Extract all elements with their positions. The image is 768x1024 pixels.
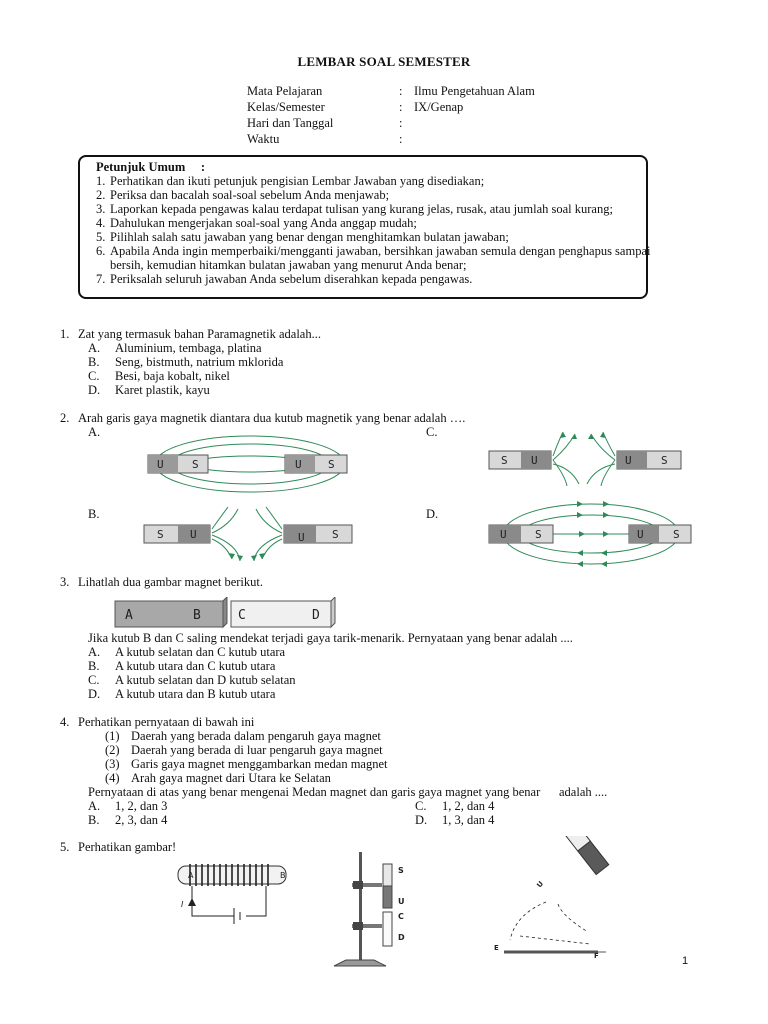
item-text: Periksalah seluruh jawaban Anda sebelum diserahkan kepada pengawas. [110, 272, 473, 286]
meta-label: Mata Pelajaran [247, 84, 323, 98]
pole-label: U [500, 528, 507, 541]
question-2 [60, 411, 465, 425]
instruction-item [96, 202, 676, 216]
statement-text: Daerah yang berada di luar pengaruh gaya magnet [131, 743, 383, 757]
statements [105, 729, 388, 785]
magnet-letter: D [312, 608, 320, 623]
option-text: Seng, bistmuth, natrium mklorida [115, 355, 284, 369]
statement [105, 771, 388, 785]
meta-value: IX/Genap [414, 100, 464, 114]
option-letter: D. [88, 383, 101, 397]
question-text: Arah garis gaya magnetik diantara dua kutub magnetik yang benar adalah …. [78, 411, 466, 425]
item-number: 1. [96, 174, 106, 188]
statement-number: (2) [105, 743, 120, 757]
option-letter: D. [415, 813, 428, 827]
pole-label: S [673, 528, 680, 541]
option[interactable] [88, 355, 321, 369]
option-letter: A. [88, 645, 101, 659]
option[interactable] [415, 813, 494, 827]
statement-number: (1) [105, 729, 120, 743]
option-text: Besi, baja kobalt, nikel [115, 369, 230, 383]
option-letter: D. [88, 687, 101, 701]
item-number: 4. [96, 216, 106, 230]
option-text: 1, 2, dan 4 [442, 799, 495, 813]
question-number: 5. [60, 840, 70, 854]
option[interactable] [88, 645, 573, 659]
figure-d [487, 500, 695, 568]
option-label-d[interactable]: D. [426, 507, 439, 521]
meta-sep: : [399, 132, 403, 146]
statement-text: Garis gaya magnet menggambarkan medan magnet [131, 757, 388, 771]
pole-label: S [192, 458, 199, 471]
meta-sep: : [399, 84, 403, 98]
meta-sep: : [399, 100, 403, 114]
option-text: 2, 3, dan 4 [115, 813, 168, 827]
figure-b [142, 505, 362, 561]
option-letter: C. [415, 799, 427, 813]
item-text: Pilihlah salah satu jawaban yang benar dengan menghitamkan bulatan jawaban; [110, 230, 509, 244]
question-5 [60, 840, 176, 854]
meta-label: Hari dan Tanggal [247, 116, 334, 130]
question-text: Lihatlah dua gambar magnet berikut. [78, 575, 264, 589]
document-title: LEMBAR SOAL SEMESTER [297, 54, 471, 69]
option[interactable] [88, 799, 167, 813]
meta-sep: : [399, 116, 403, 130]
magnet-letter: B [193, 608, 201, 623]
meta-value: Ilmu Pengetahuan Alam [414, 84, 535, 98]
figure-c [487, 430, 687, 486]
option[interactable] [88, 383, 321, 397]
option-letter: A. [88, 799, 101, 813]
stand-figure [328, 852, 418, 974]
option[interactable] [88, 369, 321, 383]
pole-label: C [398, 912, 404, 921]
question-3 [60, 575, 263, 589]
figure-a [140, 428, 360, 500]
pole-label: S [535, 528, 542, 541]
statement-number: (4) [105, 771, 120, 785]
item-text: Perhatikan dan ikuti petunjuk pengisian Lembar Jawaban yang disediakan; [110, 174, 485, 188]
meta-row [247, 83, 535, 99]
statement [105, 729, 388, 743]
pole-label: U [398, 897, 405, 906]
pole-label: U [190, 528, 197, 541]
option-text: A kutub utara dan B kutub utara [115, 687, 276, 701]
option-letter: B. [88, 355, 100, 369]
option-letter: C. [88, 673, 100, 687]
option-text: A kutub selatan dan D kutub selatan [115, 673, 296, 687]
pole-label: S [332, 528, 339, 541]
question-stem: Pernyataan di atas yang benar mengenai Medan magnet dan garis gaya magnet yang benar adalah .... [88, 785, 608, 799]
option-text: Aluminium, tembaga, platina [115, 341, 262, 355]
option-label-c[interactable]: C. [426, 425, 438, 439]
pole-label: U [295, 458, 302, 471]
option[interactable] [88, 673, 573, 687]
option-text: 1, 3, dan 4 [442, 813, 495, 827]
pole-label: U [625, 454, 632, 467]
statement-text: Daerah yang berada dalam pengaruh gaya magnet [131, 729, 381, 743]
question-stem: Jika kutub B dan C saling mendekat terjadi gaya tarik-menarik. Pernyataan yang benar adalah .... [88, 631, 573, 645]
question-number: 4. [60, 715, 70, 729]
statement [105, 743, 388, 757]
page-number: 1 [682, 955, 689, 967]
pin-end-label: F [594, 952, 599, 960]
item-text: Dahulukan mengerjakan soal-soal yang Anda anggap mudah; [110, 216, 417, 230]
pin-end-label: E [494, 944, 499, 952]
option[interactable] [88, 659, 573, 673]
pole-label: U [157, 458, 164, 471]
question-3-body [88, 631, 573, 701]
q3-magnets [113, 597, 341, 631]
coil-label: A [188, 871, 194, 880]
pole-label: U [535, 879, 546, 890]
pole-label: S [157, 528, 164, 541]
meta-label: Kelas/Semester [247, 100, 325, 114]
options-right [415, 799, 494, 827]
option[interactable] [88, 687, 573, 701]
option[interactable] [88, 341, 321, 355]
item-number: 6. [96, 244, 106, 258]
instruction-item [96, 174, 676, 188]
magnet-letter: C [238, 608, 246, 623]
question-text: Perhatikan gambar! [78, 840, 177, 854]
instruction-item [96, 272, 676, 286]
statement-number: (3) [105, 757, 120, 771]
pole-label: S [501, 454, 508, 467]
item-text: Laporkan kepada pengawas kalau terdapat tulisan yang kurang jelas, rusak, atau jumlah soal kurang; [110, 202, 613, 216]
item-number: 3. [96, 202, 106, 216]
item-number: 5. [96, 230, 106, 244]
pole-label: U [637, 528, 644, 541]
question-number: 2. [60, 411, 70, 425]
solenoid-figure [168, 858, 298, 934]
question-text: Zat yang termasuk bahan Paramagnetik adalah... [78, 327, 321, 341]
instruction-item [96, 230, 676, 244]
item-number: 7. [96, 272, 106, 286]
option-letter: B. [88, 813, 100, 827]
magnet-letter: A [125, 608, 133, 623]
pole-label: S [328, 458, 335, 471]
pole-label: U [531, 454, 538, 467]
option-label-a[interactable]: A. [88, 425, 101, 439]
statement [105, 757, 388, 771]
coil-label: B [280, 871, 286, 880]
option[interactable] [88, 813, 167, 827]
item-text: Periksa dan bacalah soal-soal sebelum Anda menjawab; [110, 188, 390, 202]
meta-row [247, 115, 535, 131]
question-number: 1. [60, 327, 70, 341]
option-text: 1, 2, dan 3 [115, 799, 168, 813]
option-letter: B. [88, 659, 100, 673]
instruction-item [96, 188, 676, 202]
pole-label: S [661, 454, 668, 467]
question-4 [60, 715, 254, 729]
instructions-heading: Petunjuk Umum : [96, 160, 206, 174]
statement-text: Arah gaya magnet dari Utara ke Selatan [131, 771, 331, 785]
current-label: I [181, 900, 184, 909]
option-letter: A. [88, 341, 101, 355]
question-text: Perhatikan pernyataan di bawah ini [78, 715, 255, 729]
meta-block [247, 83, 535, 147]
option-text: A kutub utara dan C kutub utara [115, 659, 276, 673]
meta-row [247, 99, 535, 115]
pole-label: S [398, 866, 404, 875]
instruction-item [96, 244, 676, 272]
meta-row [247, 131, 535, 147]
option-text: Karet plastik, kayu [115, 383, 210, 397]
option[interactable] [415, 799, 494, 813]
pin-figure [490, 836, 650, 964]
options-left [88, 799, 167, 827]
option-letter: C. [88, 369, 100, 383]
pole-label: D [398, 933, 405, 942]
question-number: 3. [60, 575, 70, 589]
meta-label: Waktu [247, 132, 280, 146]
question-1 [60, 327, 321, 397]
item-text: Apabila Anda ingin memperbaiki/mengganti jawaban, bersihkan jawaban semula dengan penghapus sampai bersih, kemudian hitamkan bulatan jawaban yang menurut Anda benar; [110, 244, 651, 272]
pole-label: U [298, 531, 305, 544]
instructions [96, 160, 676, 286]
instruction-item [96, 216, 676, 230]
option-text: A kutub selatan dan C kutub utara [115, 645, 286, 659]
option-label-b[interactable]: B. [88, 507, 100, 521]
item-number: 2. [96, 188, 106, 202]
